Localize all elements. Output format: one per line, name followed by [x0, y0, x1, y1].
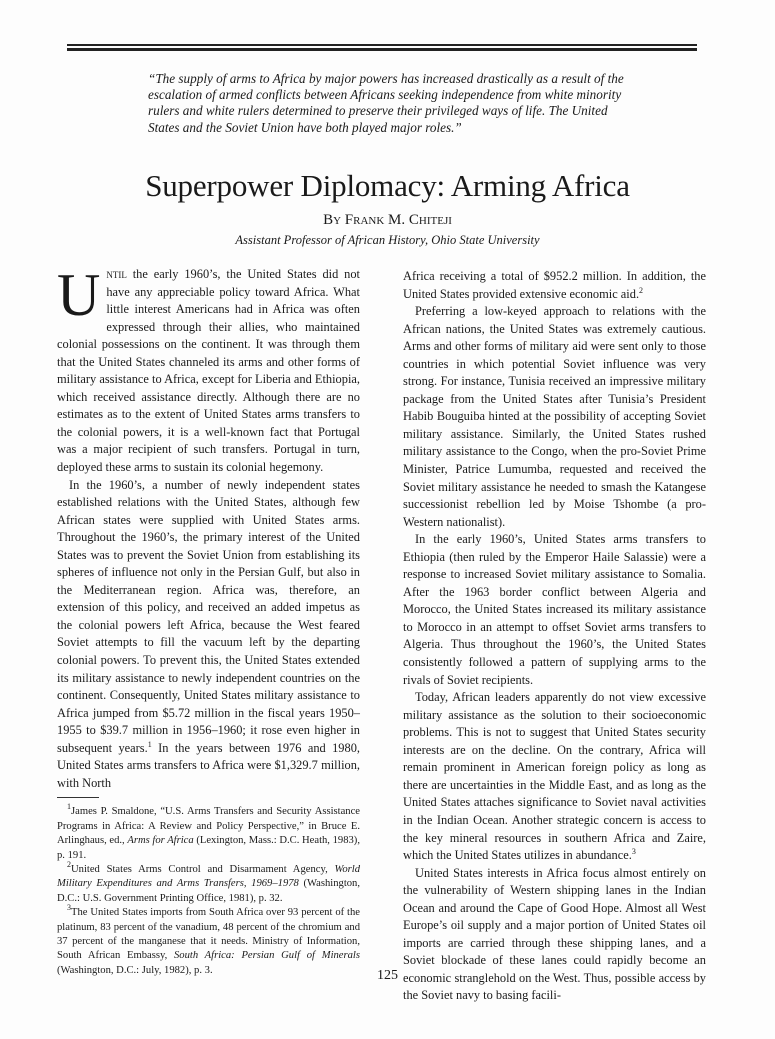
- paragraph-5-text: Today, African leaders apparently do not view excessive military assistance as the solution to their socioeconomic problems. This is not to suggest that United States security interests are on the decline. On the contrary, Africa will remain prominent in American foreign policy as long as there are uncertainties in the Middle East, and as long as the United States attaches significance to Soviet naval activities in the Indian Ocean. Another strategic concern is access to the key mineral resources in southern Africa and Zaire, which the United States utilizes in abundance.: [403, 690, 706, 863]
- right-column: [403, 268, 706, 1005]
- footnote-ref-2: 2: [639, 285, 644, 295]
- paragraph-2-tail: In the years between 1976 and 1980, United States arms transfers to Africa were $1,329.7 million, with North: [57, 740, 360, 790]
- byline: [0, 211, 775, 229]
- footnote-1-tail: (Lexington, Mass.: D.C. Heath, 1983), p. 191.: [57, 835, 360, 861]
- epigraph-quote: [148, 71, 628, 136]
- footnote-3-tail: (Washington, D.C.: July, 1982), p. 3.: [57, 964, 213, 976]
- footnote-ref-1: 1: [147, 739, 152, 749]
- top-rule-thick: [67, 48, 697, 51]
- footnote-3-text: The United States imports from South Africa over 93 percent of the platinum, 83 percent of the vanadium, 48 percent of the chromium and 37 percent of the manganese that it needs. Ministry of Information, South African Embassy,: [57, 907, 360, 962]
- article-title: Superpower Diplomacy: Arming Africa: [145, 168, 630, 203]
- footnote-2-title: World Military Expenditures and Arms Transfers, 1969–1978: [57, 864, 360, 890]
- paragraph-continued: [403, 268, 706, 303]
- footnote-2-number: 2: [67, 860, 71, 870]
- paragraph-continued-text: Africa receiving a total of $952.2 million. In addition, the United States provided extensive economic aid.: [403, 269, 706, 301]
- left-column: [57, 262, 361, 978]
- footnote-1-title: Arms for Africa: [127, 835, 194, 847]
- paragraph-1-text: the early 1960’s, the United States did not have any appreciable policy toward Africa. What little interest Americans had in Africa was often expressed through their allies, who maintained colonial possessions on the continent. It was through them that the United States channeled its arms and other forms of military assistance to Africa, except for Liberia and Ethiopia, which received assistance directly. Although there are no estimates as to the extent of United States arms transfers to the colonial powers, it is a well-known fact that Portugal was a major recipient of such transfers. Portugal in turn, deployed these arms to sustain its colonial hegemony.: [57, 267, 360, 475]
- footnote-2: [57, 860, 361, 906]
- footnote-3-title: South Africa: Persian Gulf of Minerals: [173, 950, 360, 962]
- paragraph-6: United States interests in Africa focus almost entirely on the vulnerability of Western shipping lanes in the Indian Ocean and around the Cape of Good Hope. Almost all West Europe’s oil supply and a major portion of United States oil imports are carried through these shipping lanes, and a Soviet blockade of these lanes could rapidly become an economic stranglehold on the West. Thus, possible access by the Soviet navy to basing facili-: [403, 865, 706, 1003]
- paragraph-4: In the early 1960’s, United States arms transfers to Ethiopia (then ruled by the Emperor Haile Salassie) were a response to increased Soviet military assistance to Somalia. After the 1963 border conflict between Algeria and Morocco, the United States increased its military assistance to Morocco in an attempt to offset Soviet arms transfers to Algeria. Thus throughout the 1960’s, the United States consistently followed a pattern of supplying arms to the rivals of Soviet recipients.: [403, 532, 706, 687]
- footnote-3-number: 3: [67, 903, 71, 913]
- paragraph-2: [57, 477, 360, 793]
- footnote-ref-3: 3: [631, 847, 636, 857]
- top-rule-thin: [67, 44, 697, 46]
- author-affiliation: Assistant Professor of African History, Ohio State University: [235, 233, 540, 247]
- paragraph-5: [403, 689, 706, 864]
- drop-cap: U: [57, 262, 101, 328]
- footnote-1: [57, 802, 360, 863]
- footnote-1-number: 1: [67, 802, 71, 812]
- paragraph-2-text: In the 1960’s, a number of newly independent states established relations with the United States, although few African states were supplied with United States arms. Throughout the 1960’s, the primary interest of the United States was to prevent the Soviet Union from establishing its spheres of influence not only in the Persian Gulf, but also in the Mediterranean region. Africa was, therefore, an extension of this policy, and received an added impetus as the colonial powers left Africa, because the West feared Soviet attempts to fill the vacuum left by the departing colonial powers. To prevent this, the United States extended its military assistance to newly independent countries on the continent. Consequently, United States military assistance to Africa jumped from $5.72 million in the fiscal years 1950–1955 to $39.7 million in 1956–1960; it rose even higher in subsequent years.: [57, 477, 360, 755]
- author-name: By Frank M. Chiteji: [323, 212, 452, 228]
- paragraph-1: [57, 262, 360, 477]
- page-number: 125: [377, 968, 398, 983]
- footnote-2-tail: (Washington, D.C.: U.S. Government Printing Office, 1981), p. 32.: [57, 878, 361, 904]
- footnote-divider: [57, 797, 99, 798]
- epigraph-text: “The supply of arms to Africa by major powers has increased drastically as a result of the escalation of armed conflicts between Africans seeking independence from white minority rulers and white rulers determined to preserve their privileged ways of life. The United States and the Soviet Union have both played major roles.”: [148, 71, 624, 135]
- footnote-1-text: James P. Smaldone, “U.S. Arms Transfers and Security Assistance Programs in Africa: A Review and Policy Perspective,” in Bruce E. Arlinghaus, ed.,: [57, 806, 360, 847]
- footnotes: [57, 802, 361, 978]
- paragraph-3: Preferring a low-keyed approach to relations with the African nations, the United States was extremely cautious. Arms and other forms of military aid were sent only to those countries in which potential Soviet influence was very strong. For instance, Tunisia received an impressive military package from the United States after Tunisia’s President Habib Bouguiba hinted at the possibility of accepting Soviet military assistance. Similarly, the United States rushed military assistance to the Congo, when the pro-Soviet Prime Minister, Patrice Lumumba, requested and received the Soviet military assistance he needed to smash the Katangese successionist rebellion led by Moise Tshombe (a pro-Western nationalist).: [403, 304, 706, 529]
- lead-in-smallcaps: ntil: [106, 267, 127, 281]
- footnote-2-text: United States Arms Control and Disarmament Agency,: [71, 864, 335, 876]
